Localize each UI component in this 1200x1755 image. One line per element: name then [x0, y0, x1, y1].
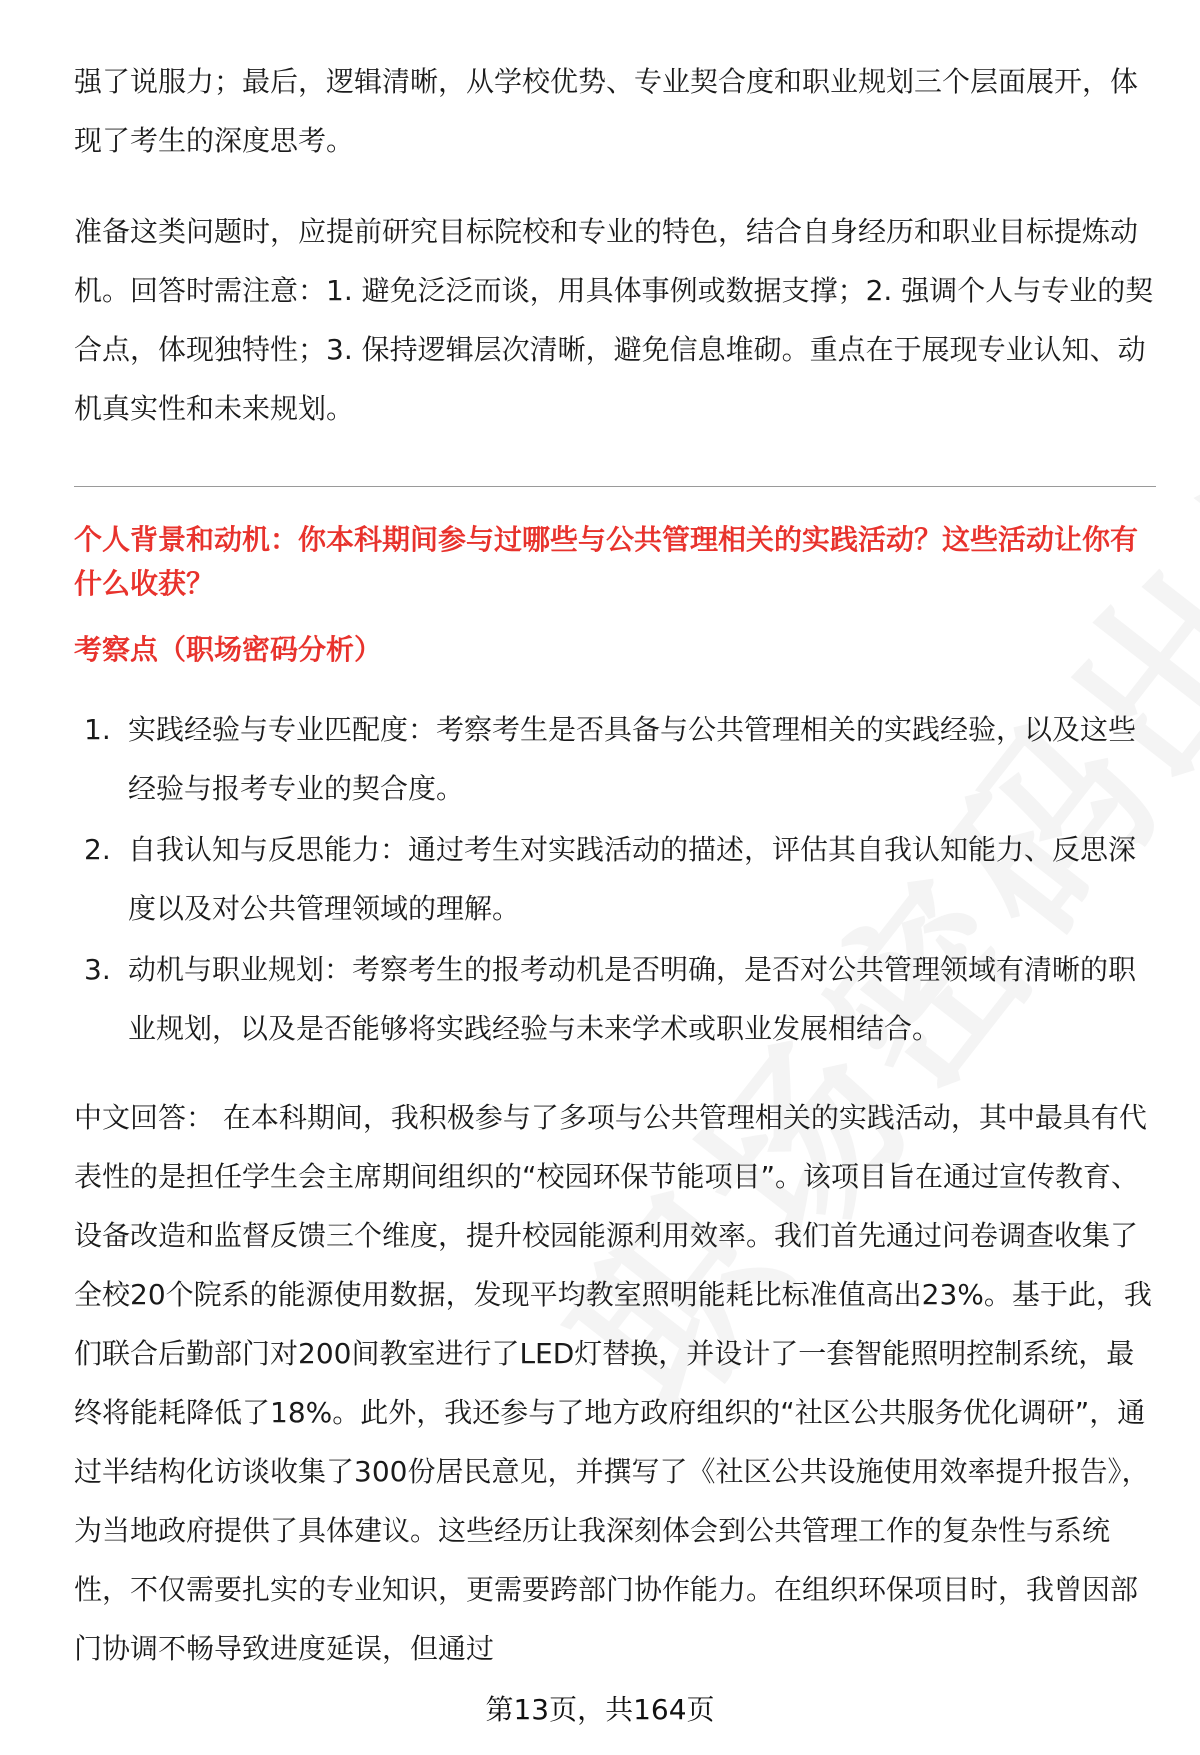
- list-item: [74, 700, 1154, 818]
- paragraph-answer: 中文回答： 在本科期间，我积极参与了多项与公共管理相关的实践活动，其中最具有代表性的是担任学生会主席期间组织的“校园环保节能项目”。该项目旨在通过宣传教育、设备改造和监督反馈三个维度，提升校园能源利用效率。我们首先通过问卷调查收集了全校20个院系的能源使用数据，发现平均教室照明能耗比标准值高出23%。基于此，我们联合后勤部门对200间教室进行了LED灯替换，并设计了一套智能照明控制系统，最终将能耗降低了18%。此外，我还参与了地方政府组织的“社区公共服务优化调研”，通过半结构化访谈收集了300份居民意见，并撰写了《社区公共设施使用效率提升报告》，为当地政府提供了具体建议。这些经历让我深刻体会到公共管理工作的复杂性与系统性，不仅需要扎实的专业知识，更需要跨部门协作能力。在组织环保项目时，我曾因部门协调不畅导致进度延误，但通过: [74, 1101, 1152, 1665]
- list-item-number: 2.: [84, 833, 111, 866]
- question-heading: 个人背景和动机：你本科期间参与过哪些与公共管理相关的实践活动？这些活动让你有什么收获？: [74, 523, 1139, 600]
- section-divider: [74, 486, 1156, 487]
- exam-points-list: [74, 700, 1154, 1060]
- list-item: [74, 820, 1154, 938]
- paragraph-preparation-tips: 准备这类问题时，应提前研究目标院校和专业的特色，结合自身经历和职业目标提炼动机。回答时需注意：1. 避免泛泛而谈，用具体事例或数据支撑；2. 强调个人与专业的契合点，体现独特性；3. 保持逻辑层次清晰，避免信息堆砌。重点在于展现专业认知、动机真实性和未来规划。: [74, 215, 1154, 425]
- list-item-text: 动机与职业规划：考察考生的报考动机是否明确，是否对公共管理领域有清晰的职业规划，以及是否能够将实践经验与未来学术或职业发展相结合。: [128, 953, 1137, 1045]
- exam-points-heading: 考察点（职场密码分析）: [74, 633, 383, 666]
- list-item-number: 1.: [84, 713, 111, 746]
- list-item: [74, 940, 1154, 1058]
- list-item-text: 自我认知与反思能力：通过考生对实践活动的描述，评估其自我认知能力、反思深度以及对公共管理领域的理解。: [128, 833, 1137, 925]
- page-number: 第13页，共164页: [485, 1693, 715, 1726]
- paragraph-conclusion: 强了说服力；最后，逻辑清晰，从学校优势、专业契合度和职业规划三个层面展开，体现了考生的深度思考。: [74, 65, 1139, 157]
- list-item-text: 实践经验与专业匹配度：考察考生是否具备与公共管理相关的实践经验，以及这些经验与报考专业的契合度。: [128, 713, 1137, 805]
- list-item-number: 3.: [84, 953, 111, 986]
